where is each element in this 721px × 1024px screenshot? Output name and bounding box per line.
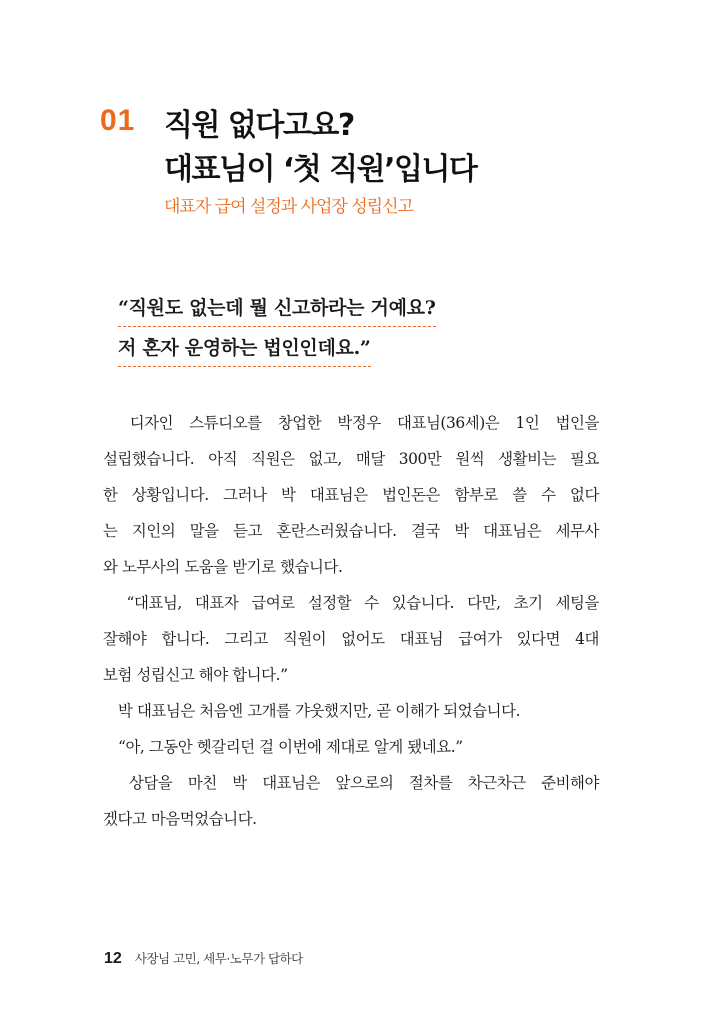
body-line: 박 대표님은 처음엔 고개를 갸웃했지만, 곧 이해가 되었습니다.	[103, 702, 521, 720]
body-line: 한 상황입니다. 그러나 박 대표님은 법인돈은 함부로 쓸 수 없다	[103, 486, 599, 504]
page-number: 12	[104, 950, 122, 967]
body-line: 와 노무사의 도움을 받기로 했습니다.	[103, 558, 343, 576]
chapter-title-line-1: 직원 없다고요?	[164, 108, 354, 143]
body-line: “대표님, 대표자 급여로 설정할 수 있습니다. 다만, 초기 세팅을	[103, 594, 599, 612]
running-book-title: 사장님 고민, 세무·노무가 답하다	[134, 951, 303, 966]
chapter-title-line-2: 대표님이 ‘첫 직원’입니다	[164, 152, 477, 187]
body-line: 겠다고 마음먹었습니다.	[103, 810, 257, 828]
pull-quote	[118, 293, 436, 367]
body-line: 설립했습니다. 아직 직원은 없고, 매달 300만 원씩 생활비는 필요	[103, 450, 599, 468]
page-footer	[104, 948, 303, 968]
chapter-number: 01	[100, 104, 136, 137]
body-line: 보험 성립신고 해야 합니다.”	[103, 666, 288, 684]
body-line: 디자인 스튜디오를 창업한 박정우 대표님(36세)은 1인 법인을	[103, 414, 599, 432]
body-line: 는 지인의 말을 듣고 혼란스러웠습니다. 결국 박 대표님은 세무사	[103, 522, 599, 540]
body-line: 상담을 마친 박 대표님은 앞으로의 절차를 차근차근 준비해야	[103, 774, 599, 792]
pull-quote-line-2: 저 혼자 운영하는 법인인데요.”	[118, 333, 371, 367]
body-line: 잘해야 합니다. 그리고 직원이 없어도 대표님 급여가 있다면 4대	[103, 630, 599, 648]
chapter-subtitle: 대표자 급여 설정과 사업장 성립신고	[164, 197, 413, 217]
pull-quote-line-1: “직원도 없는데 뭘 신고하라는 거예요?	[118, 293, 436, 327]
body-line: “아, 그동안 헷갈리던 걸 이번에 제대로 알게 됐네요.”	[103, 738, 463, 756]
body-text	[103, 405, 599, 837]
